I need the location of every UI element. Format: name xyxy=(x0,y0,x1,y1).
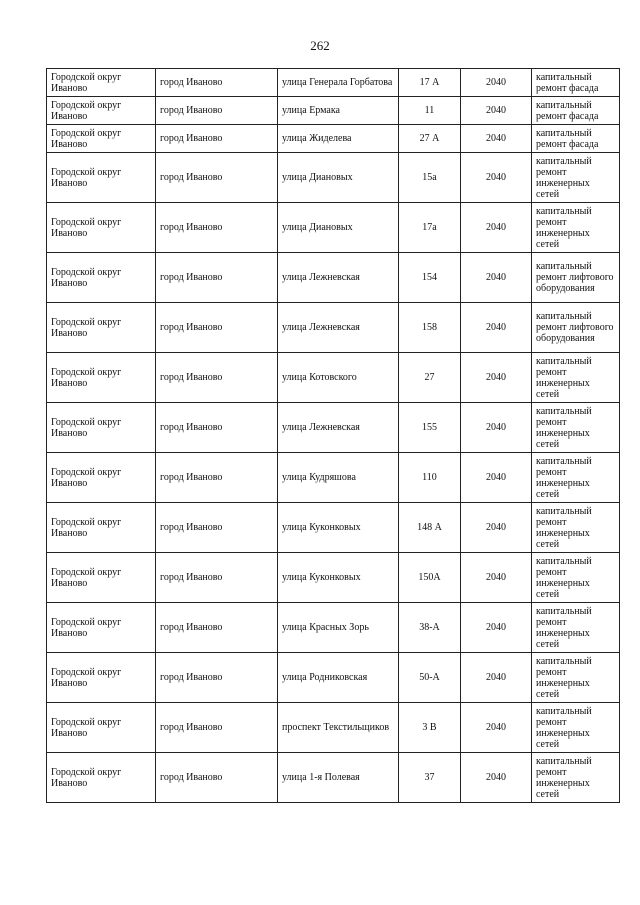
district-cell: Городской округ Иваново xyxy=(47,69,156,97)
repair-schedule-table xyxy=(46,68,620,803)
work-type-cell: капитальный ремонт инженерных сетей xyxy=(532,403,620,453)
work-type-cell: капитальный ремонт лифтового оборудования xyxy=(532,303,620,353)
year-cell: 2040 xyxy=(461,553,532,603)
work-type-cell: капитальный ремонт инженерных сетей xyxy=(532,453,620,503)
house-cell: 148 А xyxy=(399,503,461,553)
work-type-cell: капитальный ремонт фасада xyxy=(532,69,620,97)
work-type-cell: капитальный ремонт лифтового оборудования xyxy=(532,253,620,303)
year-cell: 2040 xyxy=(461,69,532,97)
city-cell: город Иваново xyxy=(156,553,278,603)
street-cell: улица Куконковых xyxy=(278,503,399,553)
street-cell: улица Генерала Горбатова xyxy=(278,69,399,97)
city-cell: город Иваново xyxy=(156,253,278,303)
street-cell: улица 1-я Полевая xyxy=(278,753,399,803)
year-cell: 2040 xyxy=(461,353,532,403)
street-cell: улица Лежневская xyxy=(278,253,399,303)
street-cell: улица Лежневская xyxy=(278,403,399,453)
work-type-cell: капитальный ремонт инженерных сетей xyxy=(532,353,620,403)
street-cell: улица Жиделева xyxy=(278,125,399,153)
city-cell: город Иваново xyxy=(156,353,278,403)
house-cell: 27 xyxy=(399,353,461,403)
street-cell: улица Диановых xyxy=(278,203,399,253)
house-cell: 155 xyxy=(399,403,461,453)
year-cell: 2040 xyxy=(461,303,532,353)
table-row xyxy=(47,303,620,353)
city-cell: город Иваново xyxy=(156,303,278,353)
street-cell: проспект Текстильщиков xyxy=(278,703,399,753)
year-cell: 2040 xyxy=(461,403,532,453)
house-cell: 3 В xyxy=(399,703,461,753)
street-cell: улица Котовского xyxy=(278,353,399,403)
house-cell: 158 xyxy=(399,303,461,353)
house-cell: 38-А xyxy=(399,603,461,653)
district-cell: Городской округ Иваново xyxy=(47,97,156,125)
city-cell: город Иваново xyxy=(156,753,278,803)
street-cell: улица Куконковых xyxy=(278,553,399,603)
district-cell: Городской округ Иваново xyxy=(47,603,156,653)
district-cell: Городской округ Иваново xyxy=(47,125,156,153)
city-cell: город Иваново xyxy=(156,97,278,125)
district-cell: Городской округ Иваново xyxy=(47,303,156,353)
table-row xyxy=(47,403,620,453)
table-row xyxy=(47,97,620,125)
table-row xyxy=(47,69,620,97)
street-cell: улица Лежневская xyxy=(278,303,399,353)
city-cell: город Иваново xyxy=(156,203,278,253)
district-cell: Городской округ Иваново xyxy=(47,453,156,503)
work-type-cell: капитальный ремонт инженерных сетей xyxy=(532,603,620,653)
year-cell: 2040 xyxy=(461,153,532,203)
table-row xyxy=(47,353,620,403)
year-cell: 2040 xyxy=(461,503,532,553)
work-type-cell: капитальный ремонт инженерных сетей xyxy=(532,653,620,703)
house-cell: 17а xyxy=(399,203,461,253)
table-row xyxy=(47,125,620,153)
district-cell: Городской округ Иваново xyxy=(47,353,156,403)
city-cell: город Иваново xyxy=(156,453,278,503)
district-cell: Городской округ Иваново xyxy=(47,153,156,203)
table-row xyxy=(47,753,620,803)
work-type-cell: капитальный ремонт инженерных сетей xyxy=(532,503,620,553)
table-row xyxy=(47,253,620,303)
house-cell: 110 xyxy=(399,453,461,503)
table-row xyxy=(47,653,620,703)
district-cell: Городской округ Иваново xyxy=(47,253,156,303)
city-cell: город Иваново xyxy=(156,653,278,703)
year-cell: 2040 xyxy=(461,653,532,703)
house-cell: 50-А xyxy=(399,653,461,703)
district-cell: Городской округ Иваново xyxy=(47,553,156,603)
house-cell: 27 А xyxy=(399,125,461,153)
street-cell: улица Родниковская xyxy=(278,653,399,703)
table-row xyxy=(47,153,620,203)
work-type-cell: капитальный ремонт инженерных сетей xyxy=(532,753,620,803)
table-row xyxy=(47,503,620,553)
work-type-cell: капитальный ремонт фасада xyxy=(532,125,620,153)
page-number: 262 xyxy=(310,38,330,53)
work-type-cell: капитальный ремонт инженерных сетей xyxy=(532,553,620,603)
city-cell: город Иваново xyxy=(156,403,278,453)
city-cell: город Иваново xyxy=(156,703,278,753)
district-cell: Городской округ Иваново xyxy=(47,503,156,553)
house-cell: 150А xyxy=(399,553,461,603)
work-type-cell: капитальный ремонт инженерных сетей xyxy=(532,703,620,753)
street-cell: улица Красных Зорь xyxy=(278,603,399,653)
city-cell: город Иваново xyxy=(156,125,278,153)
house-cell: 17 А xyxy=(399,69,461,97)
street-cell: улица Кудряшова xyxy=(278,453,399,503)
year-cell: 2040 xyxy=(461,753,532,803)
year-cell: 2040 xyxy=(461,603,532,653)
work-type-cell: капитальный ремонт фасада xyxy=(532,97,620,125)
year-cell: 2040 xyxy=(461,453,532,503)
table-row xyxy=(47,603,620,653)
city-cell: город Иваново xyxy=(156,153,278,203)
city-cell: город Иваново xyxy=(156,603,278,653)
house-cell: 154 xyxy=(399,253,461,303)
district-cell: Городской округ Иваново xyxy=(47,703,156,753)
district-cell: Городской округ Иваново xyxy=(47,653,156,703)
district-cell: Городской округ Иваново xyxy=(47,203,156,253)
street-cell: улица Диановых xyxy=(278,153,399,203)
year-cell: 2040 xyxy=(461,253,532,303)
year-cell: 2040 xyxy=(461,703,532,753)
house-cell: 37 xyxy=(399,753,461,803)
table-row xyxy=(47,453,620,503)
table-row xyxy=(47,553,620,603)
year-cell: 2040 xyxy=(461,97,532,125)
district-cell: Городской округ Иваново xyxy=(47,753,156,803)
house-cell: 15а xyxy=(399,153,461,203)
work-type-cell: капитальный ремонт инженерных сетей xyxy=(532,203,620,253)
work-type-cell: капитальный ремонт инженерных сетей xyxy=(532,153,620,203)
year-cell: 2040 xyxy=(461,203,532,253)
house-cell: 11 xyxy=(399,97,461,125)
city-cell: город Иваново xyxy=(156,503,278,553)
table-row xyxy=(47,703,620,753)
table-row xyxy=(47,203,620,253)
year-cell: 2040 xyxy=(461,125,532,153)
street-cell: улица Ермака xyxy=(278,97,399,125)
district-cell: Городской округ Иваново xyxy=(47,403,156,453)
city-cell: город Иваново xyxy=(156,69,278,97)
